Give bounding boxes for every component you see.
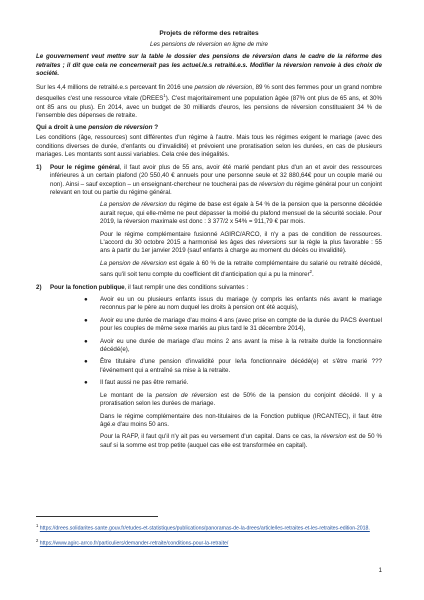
bullet-icon: ● [84,316,88,324]
footnote-ref-1[interactable]: 1 [163,93,166,99]
item-number: 1) [36,163,42,171]
footnote-link-2[interactable]: https://www.agirc-arrco.fr/particuliers/demander-retraite/conditions-pour-la-retraite/ [39,540,229,547]
paragraph-ircantec: Dans le régime complémentaire des non-titulaires de la Fonction publique (IRCANTEC), il faut être âgé.e d'au moins 50 ans. [100,412,382,428]
footnotes [36,516,382,552]
list-item: ● Avoir eu une durée de mariage d'au moins 2 ans avant la mise à la retraite du/de la fonctionnaire décédé(e), [84,337,382,354]
list-item: ● Avoir eu un ou plusieurs enfants issus du mariage (y compris les enfants nés avant le mariage reconnus par le père au nom duquel les droits à pension ont été acquis), [84,296,382,312]
page-number: 1 [378,567,382,574]
section-heading: Qui a droit à une pension de réversion ? [36,124,159,132]
document-title: Projets de réforme des retraites [159,30,259,37]
paragraph-statistics: Sur les 4,4 millions de retraité.e.s percevant fin 2016 une pension de réversion, 89 % sont des femmes pour un grand nombre desquelles c'est une ressource vitale (DREES$^1$). C'est majoritairement une population âgée (87% ont plus de 65 ans, et 30% ont 85 ans ou plus). En 2014, avec un budget de 30 milliards d'euros, les pensions de réversion constituaient 34 % de l'ensemble des dépenses de retraite. [36,83,382,120]
footnote-1: $^1$ https://drees.solidarites-sante.gouv.fr/etudes-et-statistiques/publications/panoramas-de-la-drees/article/les-retraites-et-les-retraites-edition-2018. [36,523,370,532]
list-item: ● Avoir eu une durée de mariage d'au moins 4 ans (avec prise en compte de la durée du PACS éventuel pour les couples de même sexe mariés au plus tard le 31 décembre 2014), [84,316,382,333]
footnote-ref-2[interactable]: 2 [309,269,312,275]
footnote-2: $^2$ https://www.agirc-arrco.fr/particuliers/demander-retraite/conditions-pour-la-retraite/ [36,537,229,547]
intro-paragraph: Le gouvernement veut mettre sur la table le dossier des pensions de réversion dans le cadre de la réforme des retraites ; il dit que cela ne concernerait pas les actuel.le.s retraité.e.s. Modifier la réversion renvoie à des choix de société. [36,53,382,78]
paragraph-agirc-arco: Pour le régime complémentaire fusionné AGIRC/ARCO, il n'y a pas de condition de ressources. L'accord du 30 octobre 2015 a harmonisé les âges des réversions sur la règle la plus favorable : 55 ans à partir du 1er janvier 2019 (sauf enfants à charge au moment du décès ou invalidité). [100,230,382,255]
numbered-item-general-regime: 1) Pour le régime général, il faut avoir plus de 55 ans, avoir été marié pendant plus d'un an et avoir des ressources inférieures à un certain plafond (20 550,40 € annuels pour une personne seule et 32 880,64€ pour un couple marié ou non). Ainsi – sauf exception – un enseignant-chercheur ne toucherai pas de réversion du régime général pour un conjoint relevant en tout ou partie du régime général. [36,163,382,196]
numbered-item-public-service: 2) Pour la fonction publique, il faut remplir une des conditions suivantes : [36,283,249,291]
footnote-link-1[interactable]: https://drees.solidarites-sante.gouv.fr/etudes-et-statistiques/publications/panoramas-de-la-drees/article/les-retraites-et-les-retraites-edition-2018. [39,525,370,532]
bullet-icon: ● [84,379,88,387]
item-number: 2) [36,283,42,291]
paragraph-fp-amount: Le montant de la pension de réversion est de 50% de la pension du conjoint décédé. Il y a proratisation selon les durées de mariage. [100,391,382,408]
bullet-icon: ● [84,337,88,345]
paragraph-base-pension: La pension de réversion du régime de base est égale à 54 % de la pension que la personne décédée aurait reçue, qui elle-même ne peut dépasser la moitié du plafond mensuel de la sécurité sociale. Pour 2019, la réversion maximale est donc : 3 377/2 x 54% = 911,79 € par mois. [100,201,383,226]
footnote-divider [36,516,158,517]
paragraph-complementary-pension: La pension de réversion est égale à 60 % de la retraite complémentaire du salarié ou retraité décédé, sans qu'il soit tenu compte du coefficient dit d'anticipation qui a pu la minorer$^2$. [100,259,382,279]
list-item: ● Il faut aussi ne pas être remarié. [84,379,189,387]
list-item: ● Être titulaire d'une pension d'invalidité pour le/la fonctionnaire décédé(e) et s'être marié ??? l'événement qui a entraîné sa mise à la retraite. [84,358,382,374]
paragraph-conditions: Les conditions (âge, ressources) sont différentes d'un régime à l'autre. Mais tous les régimes exigent le mariage (avec des conditions diverses de durée, d'enfants ou d'invalidité) et prévoient une proratisation selon les durées, en cas de plusieurs mariages. Les montants sont aussi variables. Cela crée des inégalités. [36,134,382,159]
bullet-icon: ● [84,296,88,304]
document-subtitle: Les pensions de réversion en ligne de mire [150,41,268,48]
bullet-icon: ● [84,358,88,366]
paragraph-rafp: Pour la RAFP, il faut qu'il n'y ait pas eu versement d'un capital. Dans ce cas, la réversion est de 50 % sauf si la somme est trop petite (auquel cas elle est transformée en capital). [100,433,382,449]
